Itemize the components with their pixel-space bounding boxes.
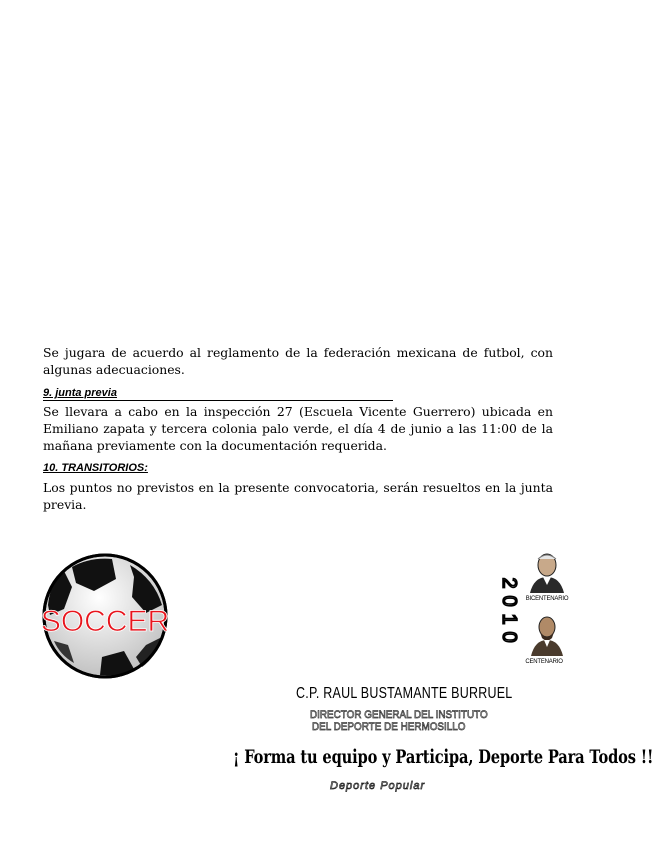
director-name: C.P. RAUL BUSTAMANTE BURRUEL bbox=[296, 685, 513, 702]
director-role-line2: DEL DEPORTE DE HERMOSILLO bbox=[312, 721, 466, 733]
section-body-junta-previa: Se llevara a cabo en la inspección 27 (Escuela Vicente Guerrero) ubicada en Emiliano zapata y tercera colonia palo verde, el día 4 de junio a las 11:00 de la mañana previamente con la documentación requerida. bbox=[43, 404, 553, 453]
slogan: ¡ Forma tu equipo y Participa, Deporte Para Todos !! bbox=[233, 746, 653, 768]
heading-underline-rule bbox=[43, 400, 393, 401]
section-heading-transitorios: 10. TRANSITORIOS: bbox=[43, 462, 148, 474]
hidalgo-portrait-icon bbox=[526, 549, 568, 593]
tagline: Deporte Popular bbox=[330, 780, 426, 792]
portrait-caption-bicentenario: BICENTENARIO bbox=[525, 596, 569, 602]
year-text bbox=[500, 574, 518, 646]
rules-paragraph: Se jugara de acuerdo al reglamento de la federación mexicana de futbol, con algunas adecuaciones. bbox=[43, 345, 553, 377]
soccer-ball-label: SOCCER bbox=[40, 605, 170, 638]
director-role-line1: DIRECTOR GENERAL DEL INSTITUTO bbox=[310, 709, 488, 721]
madero-portrait-icon bbox=[526, 612, 568, 656]
section-heading-junta-previa: 9. junta previa bbox=[43, 387, 117, 399]
year-digit: 0 bbox=[498, 595, 520, 607]
section-body-transitorios: Los puntos no previstos en la presente convocatoria, serán resueltos en la junta previa. bbox=[43, 480, 553, 512]
soccer-ball-icon bbox=[42, 553, 168, 679]
portrait-caption-centenario: CENTENARIO bbox=[525, 659, 563, 665]
year-digit: 1 bbox=[498, 613, 520, 625]
year-digit: 0 bbox=[498, 631, 520, 643]
year-digit: 2 bbox=[498, 577, 520, 589]
